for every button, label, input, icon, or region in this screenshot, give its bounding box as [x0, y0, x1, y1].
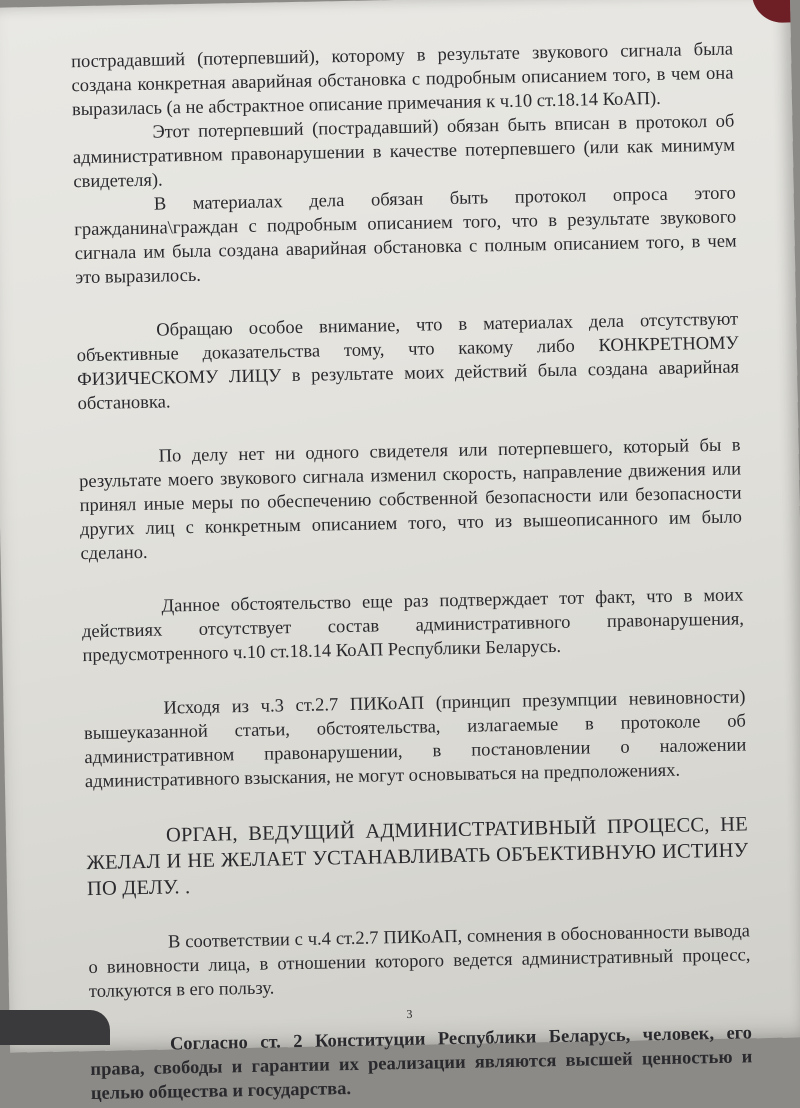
paragraph-victim-protocol: Этот потерпевший (пострадавший) обязан быть вписан в протокол об административном правонарушении в качестве потерпевшего (или как минимум свидетеля).	[72, 111, 736, 193]
paragraph-constitution: Согласно ст. 2 Конституции Республики Беларусь, человек, его права, свободы и гарантии их реализации являются высшей ценностью и целью общества и государства.	[90, 1023, 753, 1105]
page-number: 3	[406, 1006, 413, 1021]
background-object	[752, 0, 791, 23]
paragraph-victim-description: пострадавший (потерпевший), которому в результате звукового сигнала была создана конкретная аварийная обстановка с подробным описанием того, в чем она выразилась (а не абстрактное описание примечания к ч.10 ст.18.14 КоАП).	[70, 39, 734, 121]
paragraph-doubts-interpretation: В соответствии с ч.4 ст.2.7 ПИКоАП, сомнения в обоснованности вывода о виновности лица, в отношении которого ведется административный процесс, толкуются в его пользу.	[88, 921, 751, 1003]
background-object	[0, 1010, 110, 1045]
paragraph-interview-protocol: В материалах дела обязан быть протокол опроса этого гражданина\граждан с подробным описанием того, что в результате звукового сигнала им была создана аварийная обстановка с полным описанием того, в чем это выразилось.	[74, 183, 737, 289]
paragraph-presumption-innocence: Исходя из ч.3 ст.2.7 ПИКоАП (принцип презумпции невиновности) вышеуказанной статьи, обстоятельства, излагаемые в протоколе об административном правонарушении, в постановлении о наложении административного взыскания, не могут основываться на предположениях.	[83, 687, 747, 793]
paragraph-no-witness: По делу нет ни одного свидетеля или потерпевшего, который бы в результате моего звукового сигнала изменил скорость, направление движения или принял иные меры по обеспечению собственной безопасности или безопасности других лиц с конкретным описанием того, что из вышеописанного им было сделано.	[78, 435, 743, 565]
paragraph-no-evidence: Обращаю особое внимание, что в материалах дела отсутствуют объективные доказательства тому, что какому либо КОНКРЕТНОМУ ФИЗИЧЕСКОМУ ЛИЦУ в результате моих действий была создана аварийная обстановка.	[76, 309, 740, 415]
paragraph-authority-statement: ОРГАН, ВЕДУЩИЙ АДМИНИСТРАТИВНЫЙ ПРОЦЕСС, НЕ ЖЕЛАЛ И НЕ ЖЕЛАЕТ УСТАНАВЛИВАТЬ ОБЪЕКТИВНУЮ ИСТИНУ ПО ДЕЛУ. .	[86, 813, 749, 901]
paragraph-no-offense: Данное обстоятельство еще раз подтверждает тот факт, что в моих действиях отсутствует состав административного правонарушения, предусмотренного ч.10 ст.18.14 КоАП Республики Беларусь.	[81, 585, 745, 667]
